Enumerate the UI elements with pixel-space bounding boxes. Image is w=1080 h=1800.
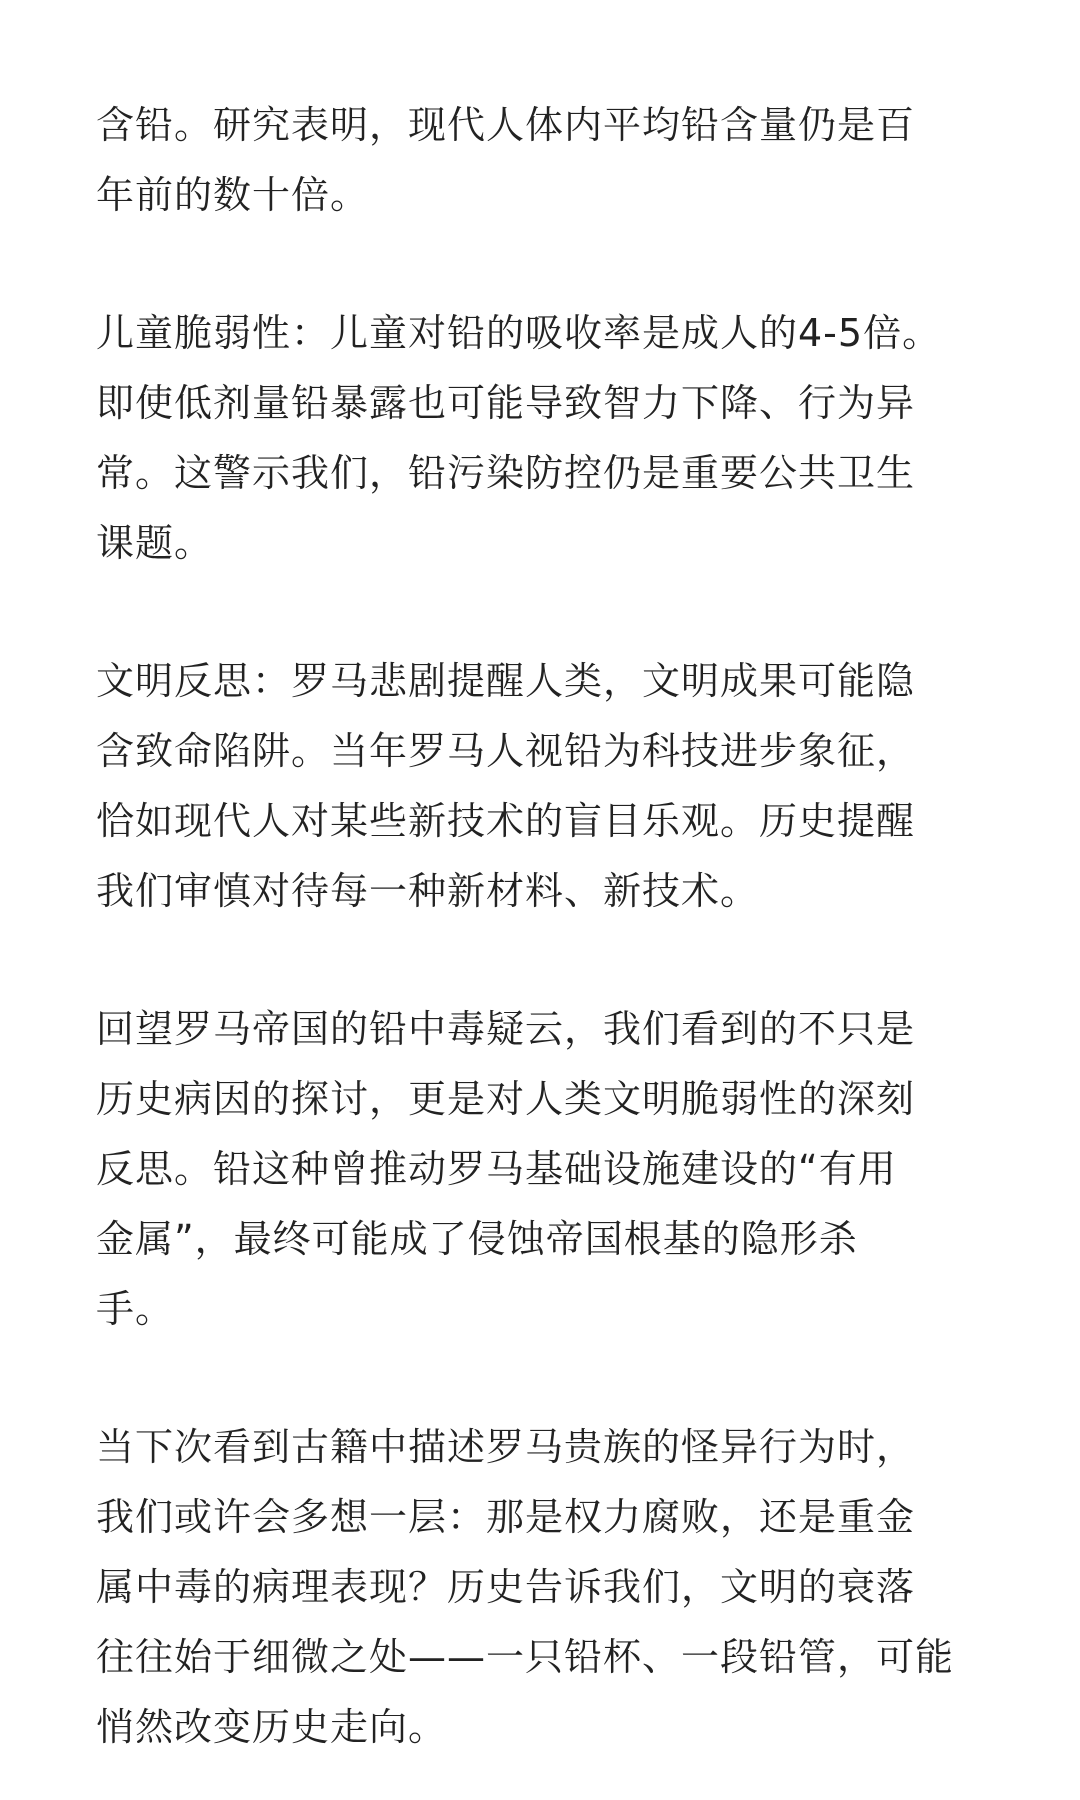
paragraph-children-vulnerability [96,298,984,578]
text-line: 悄然改变历史走向。 [96,1705,448,1749]
paragraph-lead-intro [96,90,984,230]
text-line: 金属”，最终可能成了侵蚀帝国根基的隐形杀 [96,1217,858,1261]
text-line: 文明反思：罗马悲剧提醒人类，文明成果可能隐 [96,659,916,703]
text-line: 手。 [96,1287,175,1331]
text-line: 含致命陷阱。当年罗马人视铅为科技进步象征， [96,729,916,773]
text-line: 我们或许会多想一层：那是权力腐败，还是重金 [96,1495,916,1539]
text-line: 课题。 [96,521,214,565]
text-line: 属中毒的病理表现？历史告诉我们，文明的衰落 [96,1565,916,1609]
paragraph-roman-retrospective [96,994,984,1344]
text-line: 含铅。研究表明，现代人体内平均铅含量仍是百 [96,103,916,147]
text-line: 年前的数十倍。 [96,173,370,217]
text-line: 儿童脆弱性：儿童对铅的吸收率是成人的4-5倍。 [96,311,942,355]
text-line: 我们审慎对待每一种新材料、新技术。 [96,869,760,913]
text-line: 当下次看到古籍中描述罗马贵族的怪异行为时， [96,1425,916,1469]
text-line: 往往始于细微之处——一只铅杯、一段铅管，可能 [96,1635,955,1679]
text-line: 常。这警示我们，铅污染防控仍是重要公共卫生 [96,451,916,495]
text-line: 反思。铅这种曾推动罗马基础设施建设的“有用 [96,1147,897,1191]
text-line: 恰如现代人对某些新技术的盲目乐观。历史提醒 [96,799,916,843]
text-line: 即使低剂量铅暴露也可能导致智力下降、行为异 [96,381,916,425]
paragraph-civilization-reflection [96,646,984,926]
text-line: 回望罗马帝国的铅中毒疑云，我们看到的不只是 [96,1007,916,1051]
text-line: 历史病因的探讨，更是对人类文明脆弱性的深刻 [96,1077,916,1121]
paragraph-closing [96,1412,984,1762]
